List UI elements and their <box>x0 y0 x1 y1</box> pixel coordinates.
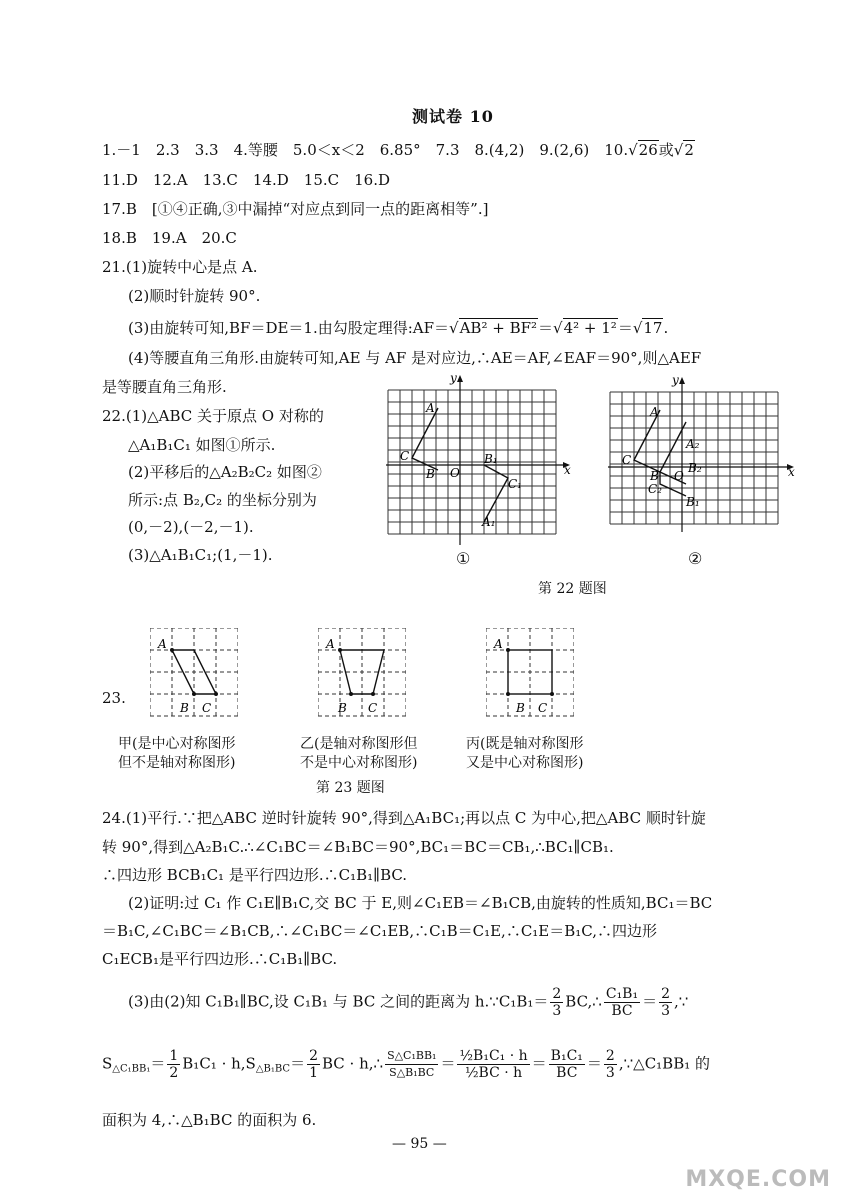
q23-figure-jia <box>150 628 238 720</box>
label-c1: C₁ <box>508 477 522 491</box>
label-b: B <box>650 469 659 483</box>
y-axis-label: y <box>672 373 679 387</box>
sqrt-26: 26 <box>638 141 658 159</box>
fraction <box>167 1048 180 1081</box>
frac-num: B₁C₁ <box>550 1048 583 1064</box>
sqrt-4-1: 4² + 1² <box>563 319 617 337</box>
frac-num: C₁B₁ <box>605 986 639 1002</box>
y-axis-arrow-icon <box>457 375 463 382</box>
sqrt-ab-bf: AB² + BF² <box>459 319 538 337</box>
label-c: C <box>368 701 378 715</box>
q21-line-2: (2)顺时针旋转 90°. <box>128 287 261 305</box>
q24-line-6: C₁ECB₁是平行四边形.∴C₁B₁∥BC. <box>102 950 338 968</box>
frac-den: ½BC · h <box>464 1065 523 1081</box>
frac-den: 2 <box>169 1065 179 1081</box>
fig1-label: ① <box>456 549 471 568</box>
label-a: A <box>426 401 435 415</box>
frac-num: 2 <box>661 986 671 1002</box>
frac-den: 3 <box>661 1003 671 1019</box>
label-a: A <box>650 405 659 419</box>
q23-figure-bing <box>486 628 574 720</box>
page-title: 测试卷 10 <box>412 107 494 126</box>
y-axis-label: y <box>450 371 457 385</box>
q24-line-1: 24.(1)平行.∵把△ABC 逆时针旋转 90°,得到△A₁BC₁;再以点 C 为中心,把△ABC 顺时针旋 <box>102 809 706 827</box>
q23-figure-yi <box>318 628 406 720</box>
frac-num: S△C₁BB₁ <box>385 1048 438 1065</box>
fraction <box>457 1048 529 1081</box>
label-jia <box>118 735 235 773</box>
eq-sign: ＝ <box>538 319 554 337</box>
frac-den: BC <box>556 1065 578 1081</box>
q24-line-7 <box>128 986 688 1019</box>
frac-num: 2 <box>309 1048 318 1064</box>
label-o: O <box>674 469 684 483</box>
q24-l8-text-c: B₁C₁ · h,S <box>182 1054 256 1073</box>
or-text: 或 <box>658 141 674 159</box>
q24-line-2: 转 90°,得到△A₂B₁C.∴∠C₁BC＝∠B₁BC＝90°,BC₁＝BC＝CB₁,∴BC₁∥CB₁. <box>102 838 614 856</box>
answers-row-2: 11.D 12.A 13.C 14.D 15.C 16.D <box>102 171 390 189</box>
fraction <box>385 1048 438 1081</box>
q21-line-1: 21.(1)旋转中心是点 A. <box>102 258 258 276</box>
q22-line-1: 22.(1)△ABC 关于原点 O 对称的 <box>102 407 324 425</box>
label-a1: A₁ <box>482 515 496 529</box>
q24-line-5: ＝B₁C,∠C₁BC＝∠B₁CB,∴∠C₁BC＝∠C₁EB,∴C₁B＝C₁E,∴C₁E＝B₁C,∴四边形 <box>102 922 658 940</box>
frac-num: 1 <box>169 1048 179 1064</box>
label-b1: B₁ <box>484 452 498 466</box>
label-a: A <box>158 637 167 651</box>
label-yi-line-1: 乙(是轴对称图形但 <box>300 736 418 752</box>
label-c: C <box>622 453 632 467</box>
s-sub: △C₁BB₁ <box>112 1063 151 1075</box>
answers-row-4: 18.B 19.A 20.C <box>102 229 237 247</box>
fraction <box>549 1048 585 1081</box>
fraction <box>659 986 672 1019</box>
x-axis-label: x <box>788 465 795 479</box>
triangle-abc <box>412 408 438 470</box>
sqrt-17: 17 <box>643 319 663 337</box>
label-c: C <box>202 701 212 715</box>
y-axis-arrow-icon <box>679 377 685 384</box>
label-b: B <box>516 701 525 715</box>
q21-l3-text: (3)由旋转可知,BF＝DE＝1.由勾股定理得:AF＝ <box>128 319 450 337</box>
answers-row-3: 17.B [①④正确,③中漏掉“对应点到同一点的距离相等”.] <box>102 200 489 218</box>
x-axis-label: x <box>564 463 571 477</box>
q22-caption: 第 22 题图 <box>538 581 607 597</box>
q22-line-4: 所示:点 B₂,C₂ 的坐标分别为 <box>128 491 317 509</box>
s-symbol: S <box>102 1054 113 1073</box>
frac-num: 2 <box>552 986 562 1002</box>
label-a: A <box>326 637 335 651</box>
frac-den: 3 <box>605 1065 615 1081</box>
q21-line-3: (3)由旋转可知,BF＝DE＝1.由勾股定理得:AF＝√AB² + BF²＝√4² + 1²＝√17. <box>128 319 669 337</box>
page-number: — 95 — <box>392 1136 447 1152</box>
label-c2: C₂ <box>648 482 662 496</box>
label-bing-line-1: 丙(既是轴对称图形 <box>466 736 584 752</box>
label-c: C <box>400 449 410 463</box>
label-yi-line-2: 不是中心对称图形) <box>300 755 418 771</box>
fraction <box>550 986 563 1019</box>
sqrt-2: 2 <box>684 141 694 159</box>
q24-l8-text-e: BC · h,∴ <box>322 1054 384 1073</box>
frac-den: S△B₁BC <box>389 1066 435 1079</box>
label-b: B <box>426 467 435 481</box>
fraction <box>604 986 640 1019</box>
triangle-abc <box>634 410 660 472</box>
q24-l7-text-b: BC,∴ <box>565 992 602 1011</box>
label-a2: A₂ <box>686 437 700 451</box>
q24-l7-text-a: (3)由(2)知 C₁B₁∥BC,设 C₁B₁ 与 BC 之间的距离为 h.∵C₁B₁＝ <box>128 992 549 1011</box>
label-b1: B₁ <box>686 495 700 509</box>
q22-line-6: (3)△A₁B₁C₁;(1,－1). <box>128 546 273 564</box>
eq-sign: ＝ <box>150 1054 166 1073</box>
fig2-label: ② <box>688 549 703 568</box>
q23-caption: 第 23 题图 <box>316 780 385 796</box>
eq-sign: ＝ <box>531 1054 547 1073</box>
q24-line-8 <box>102 1048 710 1081</box>
q22-line-2: △A₁B₁C₁ 如图①所示. <box>128 436 276 454</box>
frac-den: 1 <box>309 1065 318 1081</box>
label-c: C <box>538 701 548 715</box>
label-bing <box>466 735 583 773</box>
eq-sign: ＝ <box>290 1054 306 1073</box>
fraction <box>604 1048 617 1081</box>
q22-line-5: (0,－2),(－2,－1). <box>128 518 254 536</box>
q24-line-4: (2)证明:过 C₁ 作 C₁E∥B₁C,交 BC 于 E,则∠C₁EB＝∠B₁CB,由旋转的性质知,BC₁＝BC <box>128 894 713 912</box>
q24-l7-text-d: ,∵ <box>674 992 689 1011</box>
label-jia-line-1: 甲(是中心对称图形 <box>118 736 236 752</box>
q22-figure-1 <box>378 370 578 550</box>
q22-line-3: (2)平移后的△A₂B₂C₂ 如图② <box>128 463 322 481</box>
label-a: A <box>494 637 503 651</box>
watermark-logo: MXQE.COM <box>685 1167 831 1192</box>
label-b: B <box>180 701 189 715</box>
fraction <box>307 1048 320 1081</box>
answers-row-1: 1.－1 2.3 3.3 4.等腰 5.0＜x＜2 6.85° 7.3 8.(4,2) 9.(2,6) 10.√26或√2 <box>102 141 694 159</box>
label-bing-line-2: 又是中心对称图形) <box>466 755 584 771</box>
q24-line-9: 面积为 4,∴△B₁BC 的面积为 6. <box>102 1111 317 1129</box>
label-o: O <box>450 466 460 480</box>
label-yi <box>300 735 417 773</box>
eq-sign: ＝ <box>617 319 633 337</box>
q22-figure-2 <box>600 372 800 552</box>
frac-num: 2 <box>605 1048 615 1064</box>
frac-den: BC <box>611 1003 633 1019</box>
label-jia-line-2: 但不是轴对称图形) <box>118 755 236 771</box>
frac-num: ½B₁C₁ · h <box>459 1048 528 1064</box>
eq-sign: ＝ <box>642 992 658 1011</box>
eq-sign: ＝ <box>586 1054 602 1073</box>
q21-line-5: 是等腰直角三角形. <box>102 378 227 396</box>
frac-den: 3 <box>552 1003 562 1019</box>
q21-line-4: (4)等腰直角三角形.由旋转可知,AE 与 AF 是对应边,∴AE＝AF,∠EAF＝90°,则△AEF <box>128 349 702 367</box>
q23-number: 23. <box>102 689 126 707</box>
q24-l8-text-i: ,∵△C₁BB₁ 的 <box>618 1054 711 1073</box>
answers-row-1-text: 1.－1 2.3 3.3 4.等腰 5.0＜x＜2 6.85° 7.3 8.(4,2) 9.(2,6) 10. <box>102 141 629 159</box>
s-sub: △B₁BC <box>255 1063 291 1075</box>
period: . <box>663 319 669 337</box>
label-b2: B₂ <box>688 461 702 475</box>
eq-sign: ＝ <box>440 1054 456 1073</box>
label-b: B <box>338 701 347 715</box>
q24-line-3: ∴四边形 BCB₁C₁ 是平行四边形.∴C₁B₁∥BC. <box>102 866 408 884</box>
